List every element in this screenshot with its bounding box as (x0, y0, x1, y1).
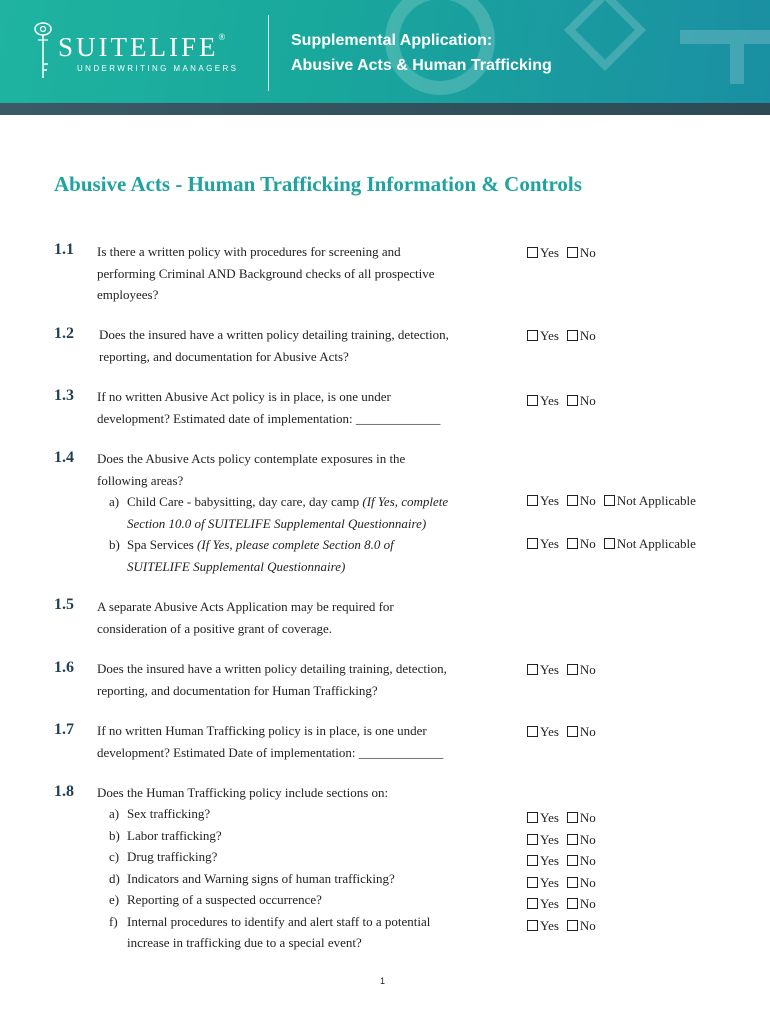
yes-option[interactable]: Yes (527, 662, 559, 678)
page-number: 1 (380, 976, 386, 986)
header-strip (0, 103, 770, 115)
no-option[interactable]: No (567, 536, 596, 552)
yes-option[interactable]: Yes (527, 893, 559, 915)
checkbox[interactable] (567, 330, 578, 341)
question-number: 1.8 (54, 783, 74, 800)
no-option[interactable]: No (567, 893, 596, 915)
answer-options (527, 328, 604, 344)
no-option[interactable]: No (567, 829, 596, 851)
checkbox[interactable] (527, 247, 538, 258)
yes-option[interactable]: Yes (527, 915, 559, 937)
answer-options (527, 393, 604, 409)
key-logo-icon (32, 20, 54, 80)
no-option[interactable]: No (567, 393, 596, 409)
checkbox[interactable] (527, 920, 538, 931)
question-number: 1.6 (54, 659, 74, 676)
sub-question: a) Child Care - babysitting, day care, day camp (If Yes, complete Section 10.0 of SUITELIFE Supplemental Questionnaire) (109, 494, 449, 531)
question-text: A separate Abusive Acts Application may be required for consideration of a positive grant of coverage. (97, 599, 394, 636)
decorative-key-graphic (310, 0, 770, 103)
no-option[interactable]: No (567, 872, 596, 894)
checkbox[interactable] (527, 898, 538, 909)
checkbox[interactable] (527, 495, 538, 506)
no-option[interactable]: No (567, 662, 596, 678)
yes-option[interactable]: Yes (527, 724, 559, 740)
checkbox[interactable] (527, 664, 538, 675)
answer-options (527, 662, 604, 678)
no-option[interactable]: No (567, 915, 596, 937)
checkbox[interactable] (567, 247, 578, 258)
checkbox[interactable] (527, 877, 538, 888)
checkbox[interactable] (567, 834, 578, 845)
question-number: 1.3 (54, 387, 74, 404)
checkbox[interactable] (604, 538, 615, 549)
checkbox[interactable] (567, 855, 578, 866)
not-applicable-option[interactable]: Not Applicable (604, 493, 696, 509)
checkbox[interactable] (527, 812, 538, 823)
yes-option[interactable]: Yes (527, 245, 559, 261)
checkbox[interactable] (567, 877, 578, 888)
answer-options (527, 493, 704, 509)
yes-option[interactable]: Yes (527, 393, 559, 409)
checkbox[interactable] (527, 395, 538, 406)
no-option[interactable]: No (567, 850, 596, 872)
no-option[interactable]: No (567, 493, 596, 509)
no-option[interactable]: No (567, 328, 596, 344)
checkbox[interactable] (567, 538, 578, 549)
yes-option[interactable]: Yes (527, 328, 559, 344)
brand-subtitle: UNDERWRITING MANAGERS (77, 64, 239, 73)
checkbox[interactable] (527, 330, 538, 341)
checkbox[interactable] (567, 898, 578, 909)
question-number: 1.4 (54, 449, 74, 466)
answer-options-list (527, 807, 604, 936)
question-text: Does the Abusive Acts policy contemplate exposures in the following areas? (97, 451, 406, 488)
question-text: If no written Human Trafficking policy is in place, is one under development? Estimated Date of implementation: _____________ (97, 723, 444, 760)
sub-question-list: a) Sex trafficking? b) Labor trafficking? c) Drug trafficking? d) Indicators and Warning signs of human trafficking? e) Reporting of a suspected occurrence? f) Internal procedures to identify and alert staff to a potential increase in trafficking due to a special event? (109, 806, 431, 950)
yes-option[interactable]: Yes (527, 807, 559, 829)
no-option[interactable]: No (567, 245, 596, 261)
yes-option[interactable]: Yes (527, 829, 559, 851)
question-text: Does the insured have a written policy detailing training, detection, reporting, and documentation for Abusive Acts? (99, 327, 449, 364)
checkbox[interactable] (527, 834, 538, 845)
header-divider (268, 15, 269, 91)
sub-question: b) Spa Services (If Yes, please complete Section 8.0 of SUITELIFE Supplemental Questionnaire) (109, 537, 394, 574)
yes-option[interactable]: Yes (527, 536, 559, 552)
checkbox[interactable] (567, 812, 578, 823)
answer-options (527, 245, 604, 261)
document-title-line1: Supplemental Application: (291, 32, 493, 49)
not-applicable-option[interactable]: Not Applicable (604, 536, 696, 552)
no-option[interactable]: No (567, 807, 596, 829)
answer-options (527, 724, 604, 740)
checkbox[interactable] (527, 726, 538, 737)
checkbox[interactable] (567, 664, 578, 675)
yes-option[interactable]: Yes (527, 872, 559, 894)
checkbox[interactable] (527, 538, 538, 549)
question-text: Is there a written policy with procedures for screening and performing Criminal AND Background checks of all prospective employees? (97, 244, 435, 302)
checkbox[interactable] (567, 395, 578, 406)
checkbox[interactable] (567, 920, 578, 931)
question-number: 1.1 (54, 241, 74, 258)
header-banner (0, 0, 770, 103)
question-text: Does the Human Trafficking policy include sections on: (97, 785, 389, 800)
brand-name: SUITELIFE® (58, 32, 226, 62)
yes-option[interactable]: Yes (527, 850, 559, 872)
question-number: 1.5 (54, 596, 74, 613)
question-text: Does the insured have a written policy detailing training, detection, reporting, and documentation for Human Trafficking? (97, 661, 447, 698)
question-number: 1.7 (54, 721, 74, 738)
document-title-line2: Abusive Acts & Human Trafficking (291, 57, 552, 74)
answer-options (527, 536, 704, 552)
checkbox[interactable] (527, 855, 538, 866)
section-title: Abusive Acts - Human Trafficking Information & Controls (54, 172, 582, 196)
question-number: 1.2 (54, 325, 74, 342)
checkbox[interactable] (567, 495, 578, 506)
checkbox[interactable] (604, 495, 615, 506)
question-text: If no written Abusive Act policy is in place, is one under development? Estimated date of implementation: _____________ (97, 389, 441, 426)
yes-option[interactable]: Yes (527, 493, 559, 509)
no-option[interactable]: No (567, 724, 596, 740)
checkbox[interactable] (567, 726, 578, 737)
